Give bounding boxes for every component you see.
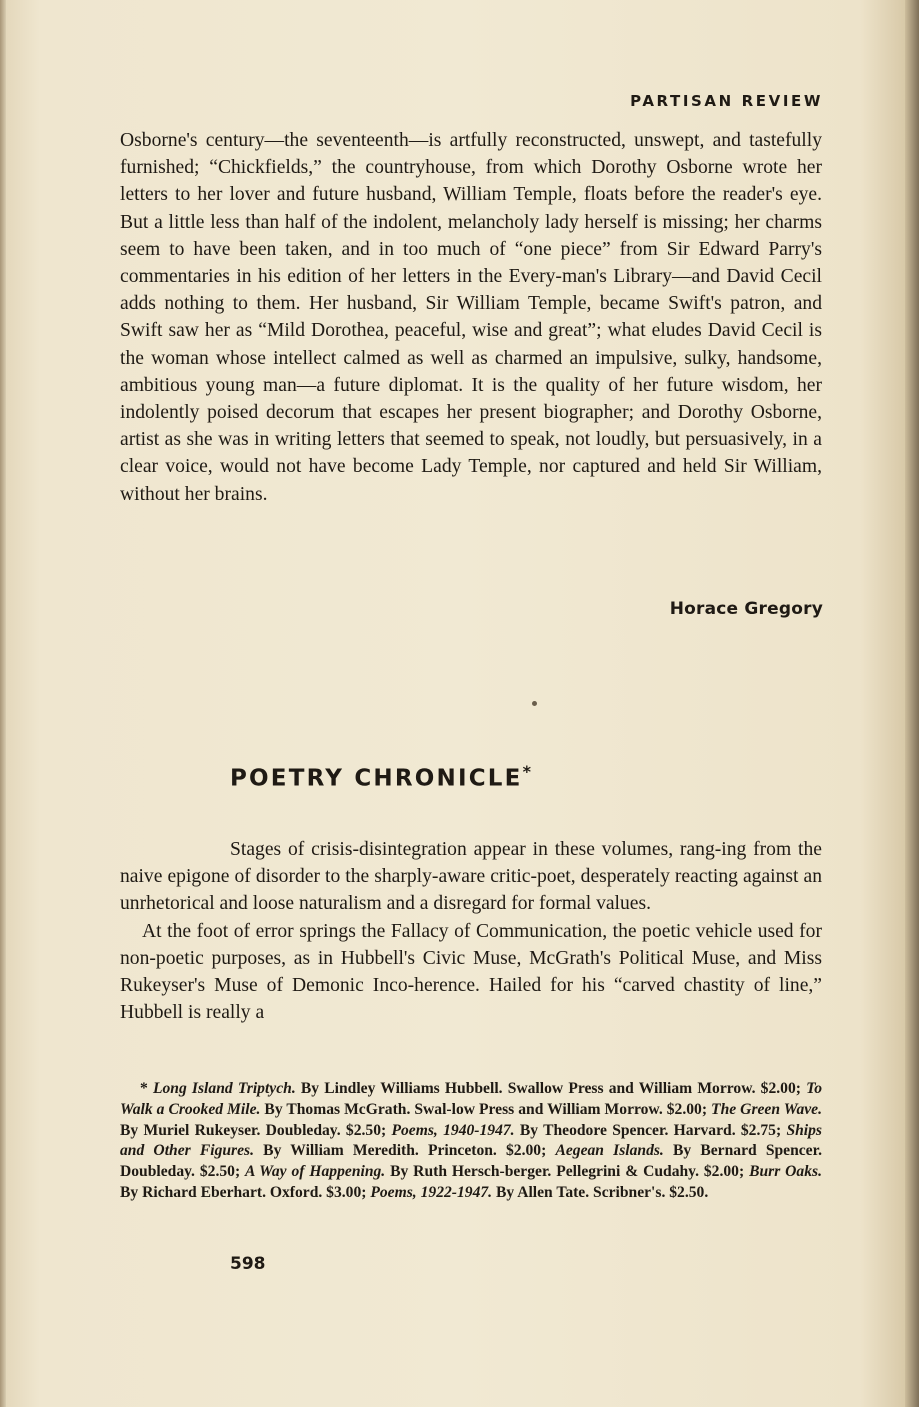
footnote-book-title: Ships and Other Figures. bbox=[120, 1121, 822, 1160]
page-right-edge bbox=[905, 0, 919, 1407]
footnote-book-title: Burr Oaks. bbox=[749, 1163, 822, 1181]
footnote-book-details: By William Meredith. Princeton. $2.00; bbox=[254, 1142, 556, 1160]
footnote-book-details: By Theodore Spencer. Harvard. $2.75; bbox=[514, 1121, 787, 1139]
footnote-book-details: By Ruth Hersch-berger. Pellegrini & Cudahy. $2.00; bbox=[385, 1163, 750, 1181]
poetry-chronicle-text bbox=[120, 836, 822, 1026]
footnote-marker: * bbox=[522, 762, 534, 781]
footnote-book-title: To Walk a Crooked Mile. bbox=[120, 1080, 822, 1118]
review-closing-text bbox=[120, 127, 822, 508]
footnote-book-details: By Thomas McGrath. Swal-low Press and William Morrow. $2.00; bbox=[260, 1100, 712, 1118]
section-title bbox=[230, 762, 533, 792]
section-divider-dot bbox=[532, 701, 537, 706]
page-number: 598 bbox=[230, 1254, 266, 1274]
footnote-book-details: By Allen Tate. Scribner's. $2.50. bbox=[492, 1183, 709, 1201]
footnote-book-details: By Muriel Rukeyser. Doubleday. $2.50; bbox=[120, 1121, 392, 1139]
chronicle-paragraph-1: Stages of crisis-disintegration appear in these volumes, rang-ing from the naive epigone of disorder to the sharply-aware critic-poet, desperately reacting against an unrhetorical and loose naturalism and a disregard for formal values. bbox=[120, 839, 822, 915]
footnote-book-title: Poems, 1940-1947. bbox=[391, 1121, 515, 1139]
page-left-edge bbox=[0, 0, 6, 1407]
review-author: Horace Gregory bbox=[669, 599, 823, 619]
footnote-book-details: By Lindley Williams Hubbell. Swallow Press and William Morrow. $2.00; bbox=[295, 1080, 807, 1097]
footnote-book-details: By Bernard Spencer. Doubleday. $2.50; bbox=[120, 1142, 822, 1181]
footnote-book-title: The Green Wave. bbox=[711, 1100, 823, 1118]
chronicle-paragraph-2: At the foot of error springs the Fallacy of Communication, the poetic vehicle used for non-poetic purposes, as in Hubbell's Civic Muse, McGrath's Political Muse, and Miss Rukeyser's Muse of Demonic Inco-herence. Hailed for his “carved chastity of line,” Hubbell is really a bbox=[120, 920, 822, 1024]
footnote bbox=[120, 1079, 822, 1204]
footnote-book-title: A Way of Happening. bbox=[245, 1163, 386, 1181]
section-title-text: POETRY CHRONICLE bbox=[230, 765, 523, 792]
footnote-book-title: Aegean Islands. bbox=[555, 1142, 664, 1160]
review-paragraph: Osborne's century—the seventeenth—is artfully reconstructed, unswept, and tastefully furnished; “Chickfields,” the countryhouse, from which Dorothy Osborne wrote her letters to her lover and future husband, William Temple, floats before the reader's eye. But a little less than half of the indolent, melancholy lady herself is missing; her charms seem to have been taken, and in too much of “one piece” from Sir Edward Parry's commentaries in his edition of her letters in the Every-man's Library—and David Cecil adds nothing to them. Her husband, Sir William Temple, became Swift's patron, and Swift saw her as “Mild Dorothea, peaceful, wise and great”; what eludes David Cecil is the woman whose intellect calmed as well as charmed an impulsive, sulky, handsome, ambitious young man—a future diplomat. It is the quality of her future wisdom, her indolently poised decorum that escapes her present biographer; and Dorothy Osborne, artist as she was in writing letters that seemed to speak, not loudly, but persuasively, in a clear voice, would not have become Lady Temple, nor captured and held Sir William, without her brains. bbox=[120, 130, 822, 505]
footnote-mark: * bbox=[140, 1080, 148, 1097]
running-head: PARTISAN REVIEW bbox=[630, 92, 823, 110]
footnote-book-title: Long Island Triptych. bbox=[152, 1080, 296, 1097]
footnote-book-details: By Richard Eberhart. Oxford. $3.00; bbox=[120, 1183, 371, 1201]
footnote-entries bbox=[120, 1080, 822, 1201]
footnote-book-title: Poems, 1922-1947. bbox=[370, 1183, 493, 1201]
